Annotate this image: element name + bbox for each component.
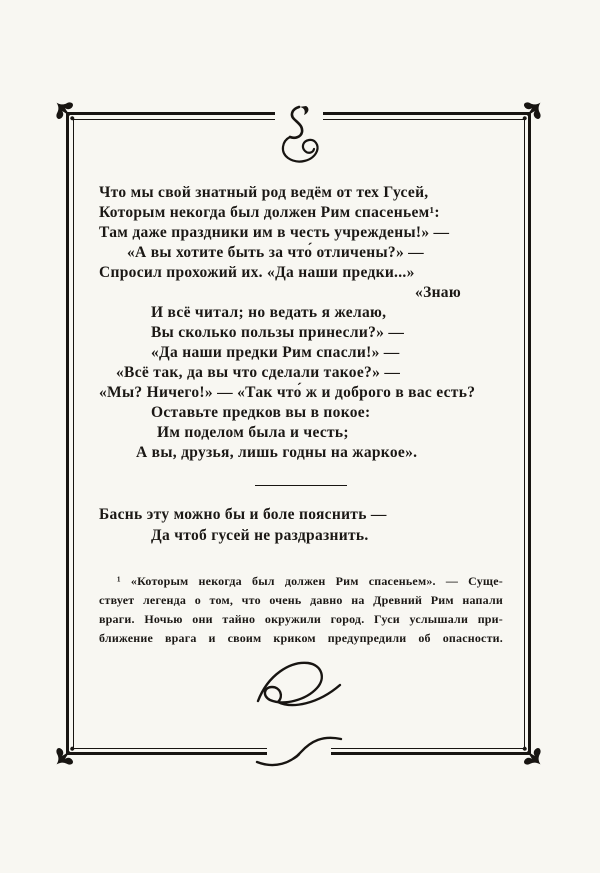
decorative-frame <box>66 112 531 755</box>
corner-fleur-icon <box>514 93 551 130</box>
section-divider <box>255 485 347 486</box>
footnote-line: ближение врага и своим криком предупредили об опасности. <box>99 631 503 645</box>
corner-fleur-icon <box>47 93 84 130</box>
poem-line: Им поделом была и честь; <box>157 424 349 441</box>
corner-fleur-icon <box>47 738 84 775</box>
moral-line: Да чтоб гусей не раздразнить. <box>151 527 369 544</box>
swan-flourish-icon <box>271 105 327 171</box>
footnote-line: ¹ «Которым некогда был должен Рим спасеньем». — Суще- <box>117 574 503 588</box>
poem-line: Оставьте предков вы в покое: <box>151 404 371 421</box>
poem-line: «Да наши предки Рим спасли!» — <box>151 344 400 361</box>
poem-line: И всё читал; но ведать я желаю, <box>151 304 387 321</box>
poem-line: Вы сколько пользы принесли?» — <box>151 324 405 341</box>
poem-line: «Всё так, да вы что сделали такое?» — <box>116 364 401 381</box>
poem-line: Что мы свой знатный род ведём от тех Гусей, <box>99 184 429 201</box>
footnote-line: враги. Ночью они тайно окружили город. Гуси услышали при- <box>99 612 503 626</box>
poem <box>99 183 503 463</box>
moral <box>99 504 503 546</box>
poem-line: «Знаю <box>415 284 461 301</box>
swash-flourish-icon <box>255 730 343 774</box>
poem-line: А вы, друзья, лишь годны на жаркое». <box>136 444 418 461</box>
initial-flourish-icon <box>254 655 344 715</box>
poem-line: «А вы хотите быть за что́ отличены?» — <box>127 244 424 261</box>
poem-line: Там даже праздники им в честь учреждены!» — <box>99 224 450 241</box>
moral-line: Баснь эту можно бы и боле пояснить — <box>99 506 387 523</box>
corner-fleur-icon <box>514 738 551 775</box>
poem-line: Спросил прохожий их. «Да наши предки...» <box>99 264 415 281</box>
footnote-line: ствует легенда о том, что очень давно на Древний Рим напали <box>99 593 503 607</box>
footnote <box>99 572 503 648</box>
poem-line: Которым некогда был должен Рим спасеньем¹: <box>99 204 440 221</box>
poem-line: «Мы? Ничего!» — «Так что́ ж и доброго в вас есть? <box>99 384 476 401</box>
page-content <box>99 183 503 648</box>
